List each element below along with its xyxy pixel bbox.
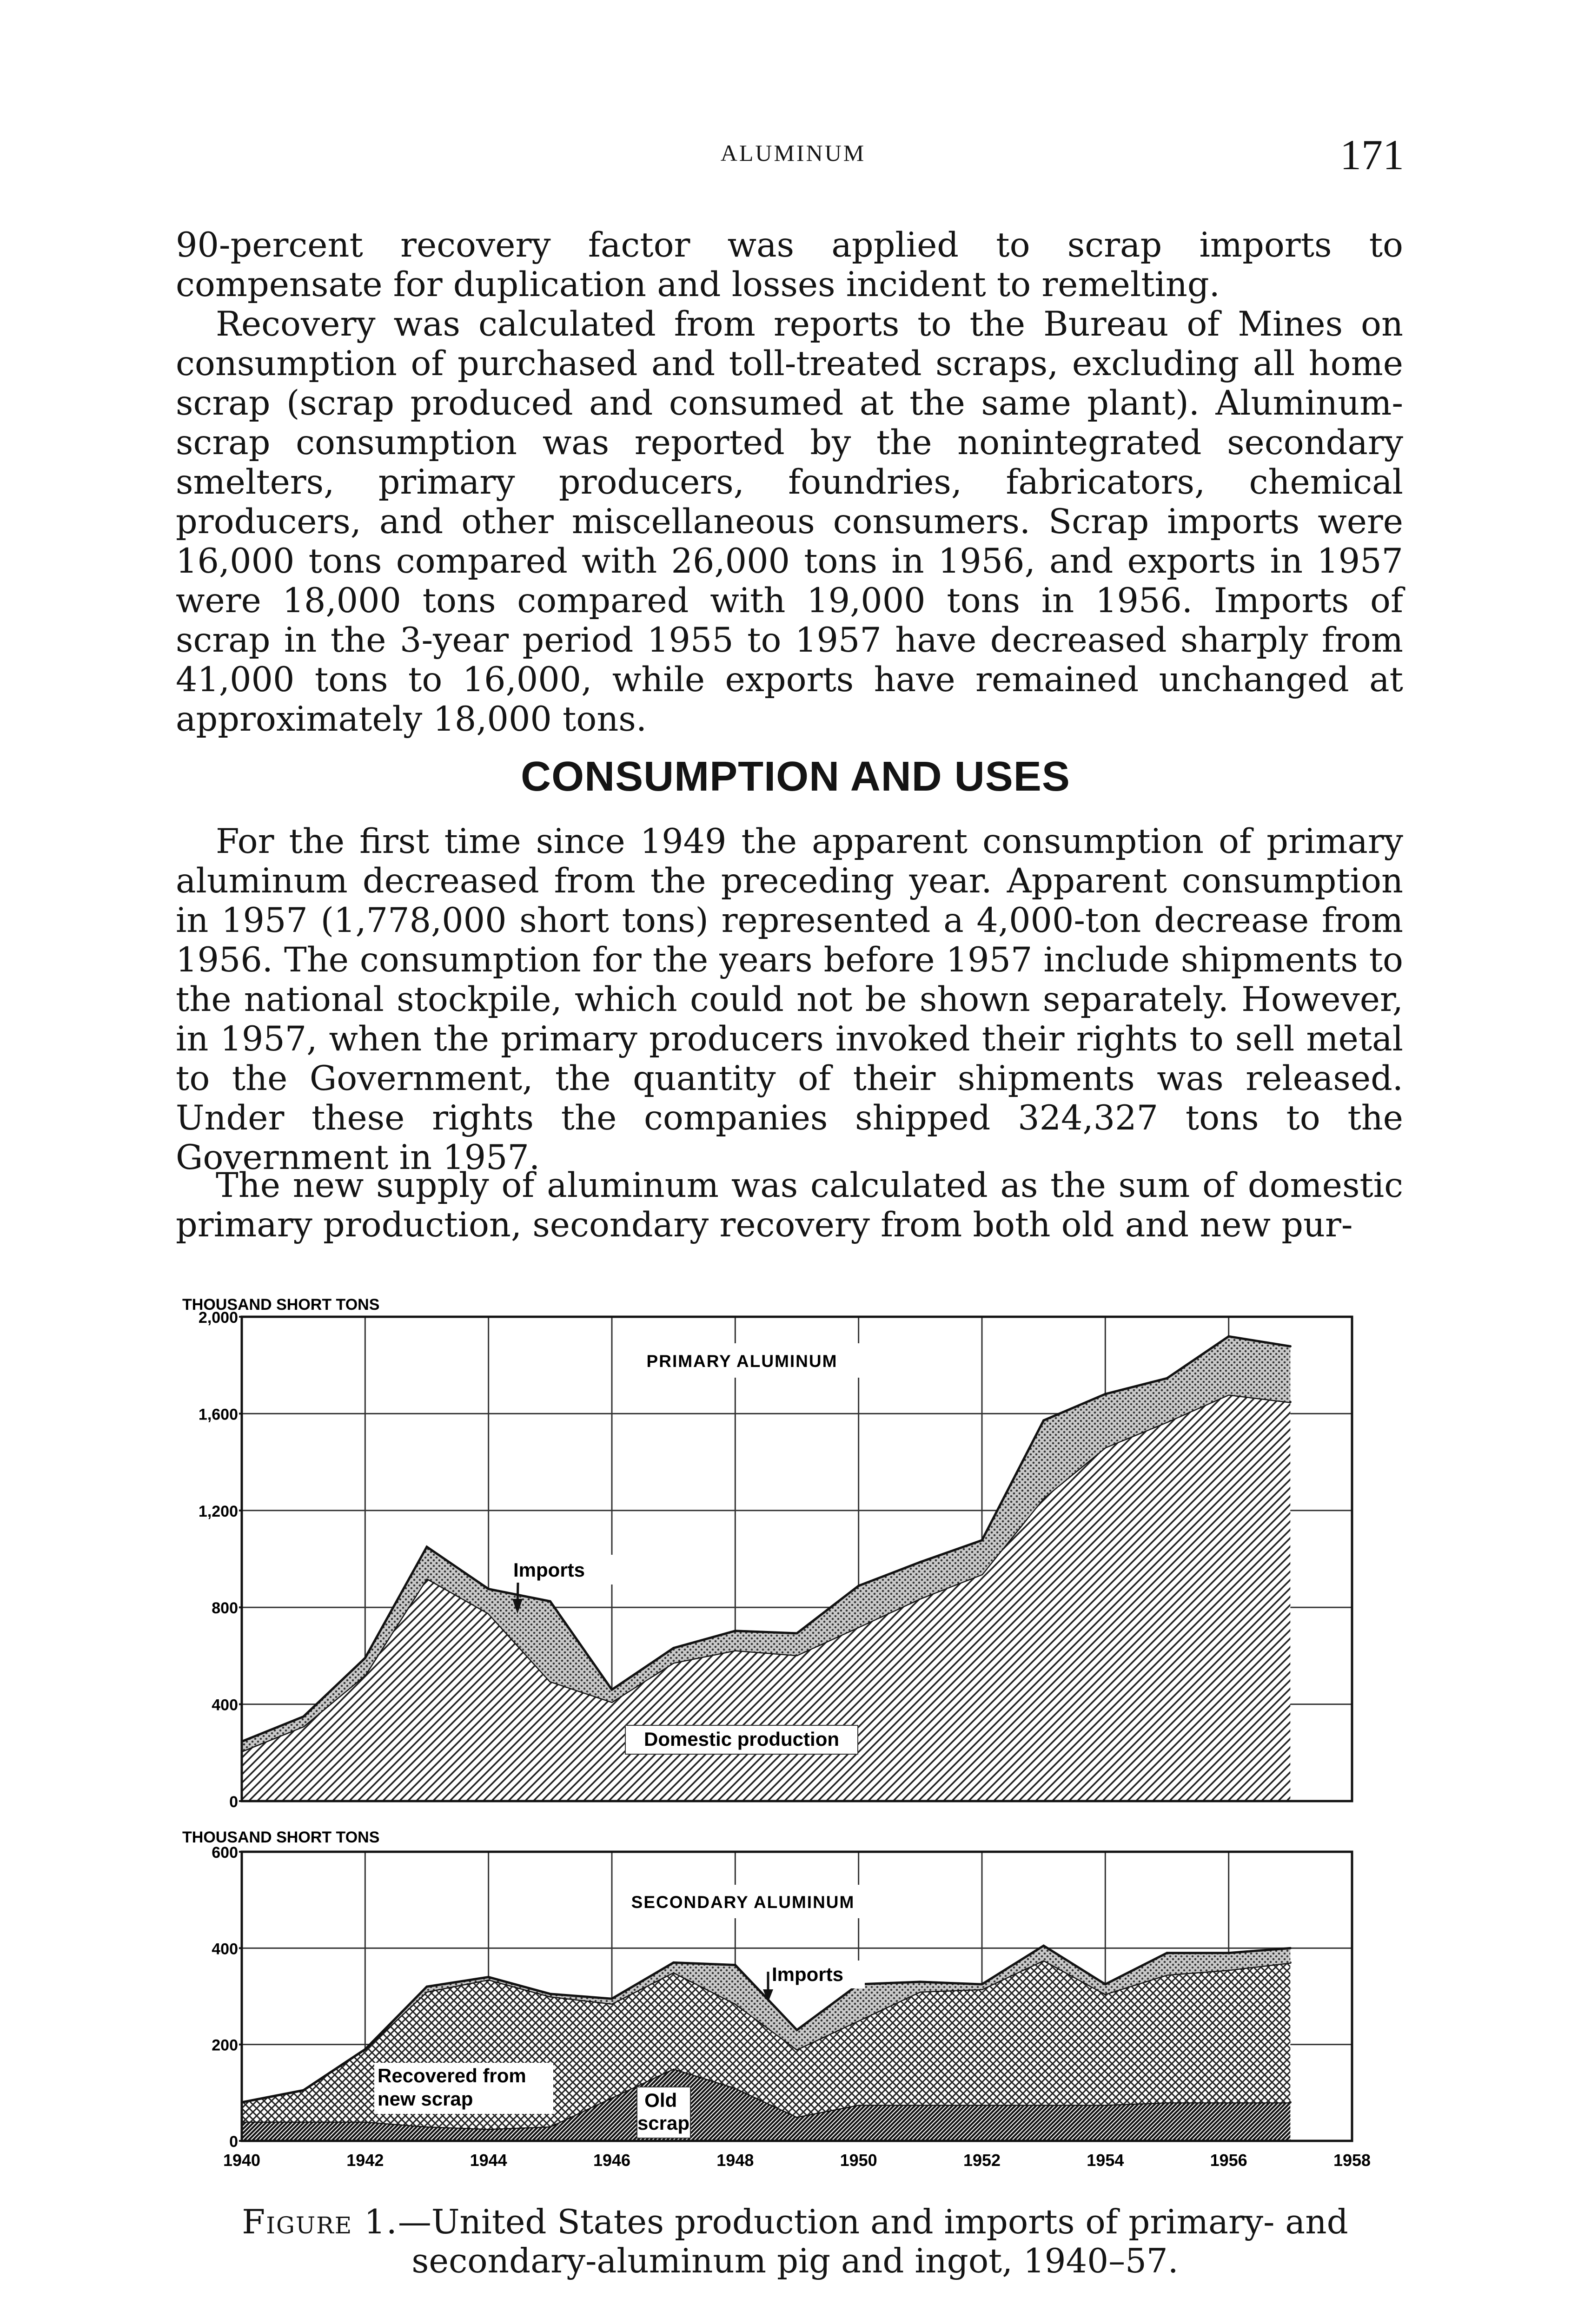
secondary-new-scrap-label-box <box>374 2063 553 2114</box>
p-point-imports-1941 <box>302 1716 305 1718</box>
p-y-tick-800: 800 <box>212 1599 238 1618</box>
primary-y-ticks <box>199 1309 242 1811</box>
secondary-y-ticks <box>212 1844 242 2151</box>
p-point-imports-1948 <box>734 1630 736 1632</box>
p-point-imports-1957 <box>1289 1345 1292 1347</box>
p-point-imports-1943 <box>426 1545 428 1548</box>
s-y-tick-400: 400 <box>212 1940 238 1958</box>
figure-caption-label: Figure 1. <box>242 2202 398 2241</box>
new-scrap-label-line-2: new scrap <box>378 2088 473 2110</box>
paragraph-4: The new supply of aluminum was calculated as the sum of domestic primary production, secondary recovery from both old and new pur- <box>176 1166 1403 1245</box>
paragraph-3: For the first time since 1949 the apparent consumption of primary aluminum decreased from the preceding year. Apparent consumption in 1957 (1,778,000 short tons) represented a 4,000-ton decrease from 1956. The consumption for the years before 1957 include shipments to the national stockpile, which could not be shown separately. However, in 1957, when the primary producers invoked their rights to sell metal to the Government, the quantity of their shipments was released. Under these rights the companies shipped 324,327 tons to the Government in 1957. <box>176 822 1403 1177</box>
s-point-imports-1951 <box>919 1981 921 1983</box>
s-x-tick-1948: 1948 <box>716 2151 754 2170</box>
p-point-imports-1953 <box>1042 1419 1045 1421</box>
primary-domestic-label: Domestic production <box>643 1728 840 1750</box>
secondary-title-box <box>613 1885 873 1918</box>
old-scrap-label-line-2: scrap <box>637 2112 690 2134</box>
p-point-imports-1956 <box>1227 1335 1230 1338</box>
s-x-tick-1950: 1950 <box>840 2151 877 2170</box>
p-y-tick-1600: 1,600 <box>198 1406 238 1424</box>
p-point-imports-1950 <box>857 1585 860 1587</box>
s-point-imports-1953 <box>1042 1945 1045 1947</box>
secondary-x-ticks <box>223 2151 1371 2170</box>
page-number: 171 <box>1340 131 1404 178</box>
s-x-tick-1940: 1940 <box>223 2151 261 2170</box>
p-point-imports-1947 <box>672 1647 675 1649</box>
figure-caption <box>186 2202 1404 2280</box>
s-y-tick-200: 200 <box>212 2036 238 2054</box>
p-point-imports-1946 <box>611 1689 613 1691</box>
s-point-imports-1954 <box>1104 1983 1107 1986</box>
s-y-tick-0: 0 <box>229 2133 238 2151</box>
section-heading: CONSUMPTION AND USES <box>521 753 1070 800</box>
p-y-tick-2000: 2,000 <box>198 1309 238 1327</box>
new-scrap-label-line-1: Recovered from <box>378 2065 526 2086</box>
p-y-tick-0: 0 <box>229 1793 238 1811</box>
s-point-imports-1945 <box>549 1993 551 1995</box>
s-point-imports-1947 <box>672 1961 675 1964</box>
s-point-imports-1957 <box>1289 1947 1292 1949</box>
s-point-imports-1956 <box>1227 1952 1230 1954</box>
s-x-tick-1944: 1944 <box>470 2151 507 2170</box>
s-x-tick-1956: 1956 <box>1210 2151 1247 2170</box>
p-y-tick-400: 400 <box>212 1696 238 1714</box>
p-point-imports-1951 <box>919 1561 921 1563</box>
secondary-y-axis-label: THOUSAND SHORT TONS <box>182 1829 380 1846</box>
secondary-imports-label: Imports <box>772 1963 844 1985</box>
s-point-imports-1941 <box>302 2089 305 2092</box>
p-point-imports-1945 <box>549 1600 551 1603</box>
s-x-tick-1958: 1958 <box>1333 2151 1371 2170</box>
p-point-imports-1955 <box>1166 1377 1168 1380</box>
p-point-imports-1954 <box>1104 1393 1107 1395</box>
p-point-imports-1942 <box>364 1657 366 1659</box>
primary-y-axis-label: THOUSAND SHORT TONS <box>182 1296 380 1314</box>
s-point-imports-1943 <box>426 1986 428 1988</box>
s-point-imports-1955 <box>1166 1952 1168 1954</box>
secondary-old-scrap-label-box <box>637 2087 690 2138</box>
primary-title-box <box>615 1343 869 1378</box>
s-x-tick-1946: 1946 <box>593 2151 631 2170</box>
running-title: ALUMINUM <box>720 140 866 166</box>
p-point-imports-1949 <box>796 1632 798 1634</box>
s-point-imports-1946 <box>611 1998 613 2000</box>
s-x-tick-1954: 1954 <box>1087 2151 1124 2170</box>
s-x-tick-1952: 1952 <box>963 2151 1001 2170</box>
old-scrap-label-line-1: Old <box>644 2089 677 2111</box>
paragraph-2: Recovery was calculated from reports to the Bureau of Mines on consumption of purchased and toll-treated scraps, excluding all home scrap (scrap produced and consumed at the same plant). Aluminum-scrap consumption was reported by the nonintegrated secondary smelters, primary producers, foundries, fabricators, chemical producers, and other miscellaneous consumers. Scrap imports were 16,000 tons compared with 26,000 tons in 1956, and exports in 1957 were 18,000 tons compared with 19,000 tons in 1956. Imports of scrap in the 3-year period 1955 to 1957 have decreased sharply from 41,000 tons to 16,000, while exports have remained unchanged at approximately 18,000 tons. <box>176 304 1403 739</box>
s-point-imports-1952 <box>981 1983 983 1986</box>
p-point-imports-1952 <box>981 1539 983 1541</box>
p-y-tick-1200: 1,200 <box>198 1502 238 1520</box>
s-y-tick-600: 600 <box>212 1844 238 1862</box>
p-point-imports-1944 <box>487 1588 490 1590</box>
s-point-imports-1942 <box>364 2048 366 2051</box>
s-point-imports-1944 <box>487 1976 490 1978</box>
figure-caption-text: —United States production and imports of primary- and secondary-aluminum pig and ingot, 1940–57. <box>398 2202 1348 2280</box>
s-point-imports-1948 <box>734 1964 736 1966</box>
primary-imports-label: Imports <box>513 1559 585 1581</box>
s-point-imports-1949 <box>796 2029 798 2031</box>
secondary-chart-title: SECONDARY ALUMINUM <box>631 1893 855 1912</box>
paragraph-1: 90-percent recovery factor was applied to scrap imports to compensate for duplication and losses incident to remelting. <box>176 225 1403 304</box>
primary-chart <box>182 1296 1352 1811</box>
primary-domestic-label-box <box>625 1725 858 1754</box>
s-x-tick-1942: 1942 <box>346 2151 384 2170</box>
primary-chart-title: PRIMARY ALUMINUM <box>646 1352 838 1371</box>
secondary-chart <box>182 1829 1371 2170</box>
